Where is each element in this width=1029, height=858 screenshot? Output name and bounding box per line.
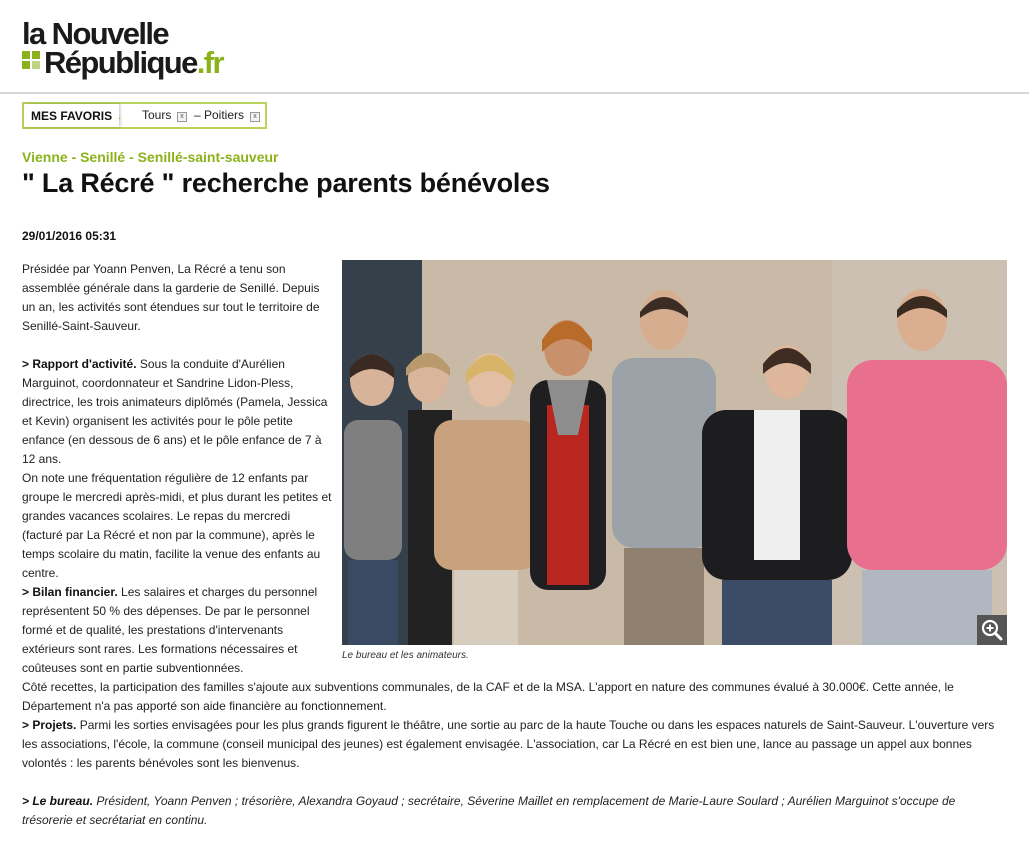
- bureau-text: Président, Yoann Penven ; trésorière, Alexandra Goyaud ; secrétaire, Séverine Maillet en remplacement de Marie-Laure Soulard ; Aurélien Marguinot s'occupe de trésorerie et secrétariat en continu.: [22, 794, 956, 827]
- zoom-button[interactable]: [977, 615, 1007, 645]
- logo-tld: .fr: [196, 45, 223, 80]
- projets-heading: > Projets.: [22, 718, 77, 732]
- bureau-heading: > Le bureau.: [22, 794, 94, 808]
- group-photo-illustration: [342, 260, 1007, 645]
- article-figure: [342, 260, 1007, 667]
- remove-tours-icon[interactable]: x: [177, 112, 187, 122]
- article-body: [22, 260, 1007, 830]
- rapport-heading: > Rapport d'activité.: [22, 357, 137, 371]
- bilan-text: Les salaires et charges du personnel représentent 50 % des dépenses. De par le personnel formé et de qualité, les prestations d'intervenants extérieurs sont rares. Les formations nécessaires et coûteuses sont en partie subventionnées.: [22, 585, 318, 675]
- intro-paragraph: Présidée par Yoann Penven, La Récré a tenu son assemblée générale dans la garderie de Senillé. Depuis un an, les activités sont étendues sur tout le territoire de Senillé-Saint-Sauveur.: [22, 262, 320, 333]
- photo-caption: Le bureau et les animateurs.: [342, 650, 469, 661]
- favorites-dot: .: [118, 108, 122, 122]
- logo-mark-icon: [22, 51, 40, 69]
- magnifier-plus-icon: [980, 618, 1004, 642]
- recettes-paragraph: Côté recettes, la participation des familles s'ajoute aux subventions communales, de la CAF et de la MSA. L'apport en nature des communes évalué à 30.000€. Cette année, le Département n'a pas apporté son aide financière au fonctionnement.: [22, 680, 954, 713]
- projets-paragraph: [22, 716, 1007, 773]
- logo-line-2: [44, 47, 223, 78]
- favorite-city-tours[interactable]: Tours: [142, 108, 172, 122]
- projets-text: Parmi les sorties envisagées pour les plus grands figurent le théâtre, une sortie au parc de la haute Touche ou dans les espaces naturels de Saint-Sauveur. L'ouverture vers les associations, l'école, la commune (conseil municipal des jeunes) est également envisagée. L'association, car La Récré en est bien une, lance au passage un appel aux bonnes volontés : les parents bénévoles sont les bienvenus.: [22, 718, 995, 770]
- article-date: 29/01/2016 05:31: [22, 229, 117, 243]
- favorites-bar: [22, 102, 267, 129]
- bilan-heading: > Bilan financier.: [22, 585, 118, 599]
- breadcrumb[interactable]: Vienne - Senillé - Senillé-saint-sauveur: [22, 149, 279, 165]
- article-photo[interactable]: [342, 260, 1007, 645]
- logo-republique: République: [44, 45, 197, 80]
- favorite-city-poitiers[interactable]: – Poitiers: [194, 108, 245, 122]
- rapport-text: Sous la conduite d'Aurélien Marguinot, coordonnateur et Sandrine Lidon-Pless, directrice, les trois animateurs diplômés (Pamela, Jessica et Kevin) organisent les activités pour le pôle petite enfance (en dessous de 6 ans) et le pôle enfance de 7 à 12 ans.: [22, 357, 328, 466]
- frequentation-paragraph: On note une fréquentation régulière de 12 enfants par groupe le mercredi après-midi, et plus durant les petites et grandes vacances scolaires. Le repas du mercredi (facturé par La Récré et non par la commune), après le temps scolaire du matin, facilite la venue des enfants au centre.: [22, 471, 332, 580]
- site-logo[interactable]: [22, 18, 262, 82]
- logo-line-1: la Nouvelle: [22, 16, 169, 51]
- favorites-label[interactable]: MES FAVORIS: [24, 104, 119, 127]
- remove-poitiers-icon[interactable]: x: [250, 112, 260, 122]
- bureau-paragraph: [22, 792, 1007, 830]
- article-title: " La Récré " recherche parents bénévoles: [22, 168, 550, 198]
- header-divider: [0, 92, 1029, 94]
